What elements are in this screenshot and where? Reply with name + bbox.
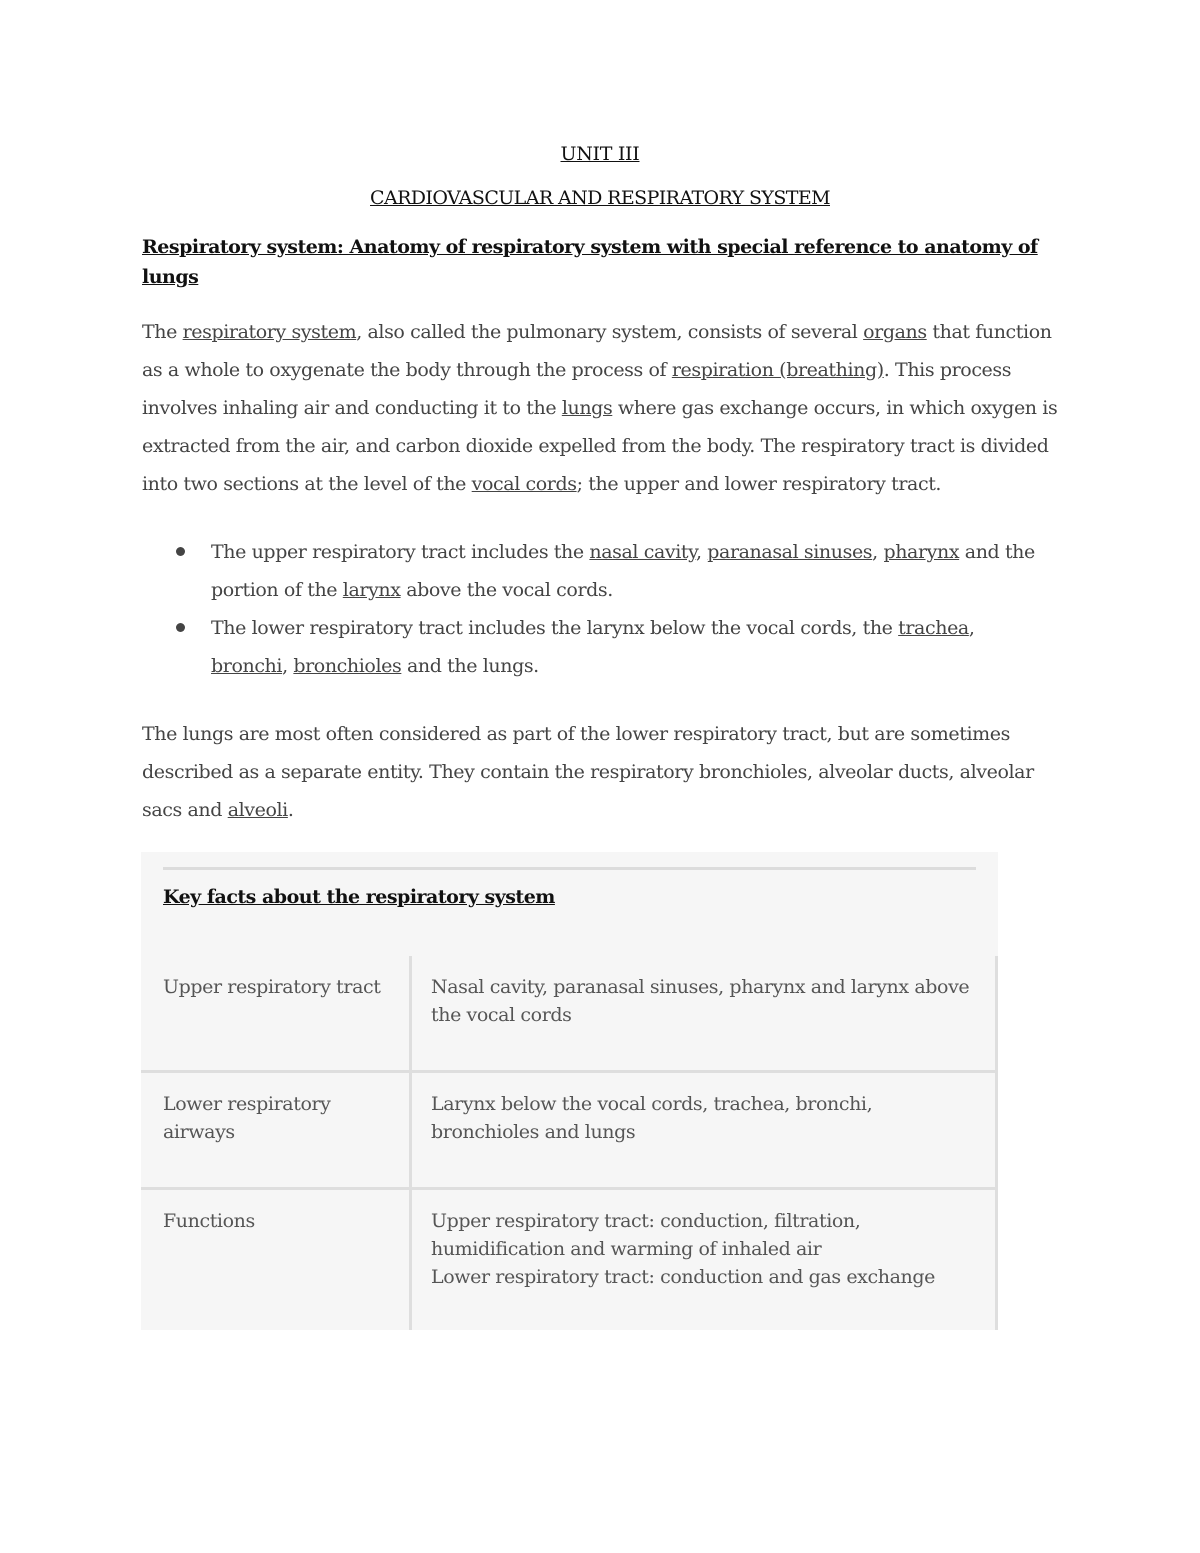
text-run: ,	[872, 541, 884, 563]
lungs-paragraph	[142, 715, 1077, 829]
row-value	[431, 1207, 981, 1291]
text-run: where gas exchange occurs, in which oxygen is extracted from the air, and carbon dioxide expelled from the body. The respiratory tract is divided into two sections at the level of the	[142, 397, 1058, 495]
link-alveoli[interactable]: alveoli	[227, 799, 288, 821]
text-run: ,	[968, 617, 975, 639]
row-value: Nasal cavity, paranasal sinuses, pharynx and larynx above the vocal cords	[431, 976, 970, 1026]
table-row	[141, 956, 998, 1073]
link-organs[interactable]: organs	[863, 321, 927, 343]
text-run: ,	[695, 541, 708, 563]
link-respiratory-system[interactable]: respiratory system	[182, 321, 357, 343]
link-bronchi[interactable]: bronchi	[211, 655, 283, 677]
bullet-icon	[176, 547, 185, 556]
list-item	[142, 533, 1042, 609]
link-bronchioles[interactable]: bronchioles	[293, 655, 402, 677]
link-pharynx[interactable]: pharynx	[883, 541, 960, 563]
list-item	[142, 609, 1042, 685]
table-row	[141, 1190, 998, 1334]
text-run: The	[142, 321, 183, 343]
link-nasal-cavity[interactable]: nasal cavity	[589, 541, 696, 563]
key-facts-table	[141, 956, 998, 1334]
row-label: Lower respiratory airways	[163, 1093, 331, 1143]
link-lungs[interactable]: lungs	[561, 397, 613, 419]
text-run: and the portion of the	[211, 541, 1035, 601]
text-run: .	[287, 799, 294, 821]
row-value-line: Upper respiratory tract: conduction, filtration, humidification and warming of inhaled air	[431, 1210, 861, 1260]
bullet-icon	[176, 623, 185, 632]
table-row	[141, 1073, 998, 1190]
link-trachea[interactable]: trachea	[898, 617, 969, 639]
key-facts-heading: Key facts about the respiratory system	[163, 886, 555, 908]
unit-title: UNIT III	[560, 143, 640, 165]
link-paranasal-sinuses[interactable]: paranasal sinuses	[707, 541, 873, 563]
text-run: , also called the pulmonary system, consists of several	[356, 321, 864, 343]
link-vocal-cords[interactable]: vocal cords	[471, 473, 577, 495]
text-run: . This process involves inhaling air and conducting it to the	[142, 359, 1012, 419]
text-run: The lungs are most often considered as part of the lower respiratory tract, but are sometimes described as a separate entity. They contain the respiratory bronchioles, alveolar ducts, alveolar sacs and	[142, 723, 1034, 821]
row-value-line: Lower respiratory tract: conduction and gas exchange	[431, 1266, 935, 1288]
link-respiration[interactable]: respiration (breathing)	[671, 359, 884, 381]
page-title: CARDIOVASCULAR AND RESPIRATORY SYSTEM	[370, 187, 830, 209]
divider	[163, 867, 976, 870]
intro-paragraph	[142, 313, 1077, 503]
row-value: Larynx below the vocal cords, trachea, bronchi, bronchioles and lungs	[431, 1093, 873, 1143]
link-larynx[interactable]: larynx	[342, 579, 401, 601]
text-run: The lower respiratory tract includes the larynx below the vocal cords, the	[211, 617, 899, 639]
text-run: The upper respiratory tract includes the	[211, 541, 590, 563]
tract-bullet-list	[142, 533, 1042, 685]
text-run: that function as a whole to oxygenate the body through the process of	[142, 321, 1052, 381]
section-heading: Respiratory system: Anatomy of respiratory system with special reference to anatomy of lungs	[142, 236, 1038, 288]
row-label: Functions	[163, 1210, 255, 1232]
text-run: ,	[282, 655, 294, 677]
row-label: Upper respiratory tract	[163, 976, 381, 998]
text-run: above the vocal cords.	[400, 579, 613, 601]
text-run: and the lungs.	[401, 655, 539, 677]
text-run: ; the upper and lower respiratory tract.	[576, 473, 942, 495]
key-facts-box	[141, 852, 998, 1330]
